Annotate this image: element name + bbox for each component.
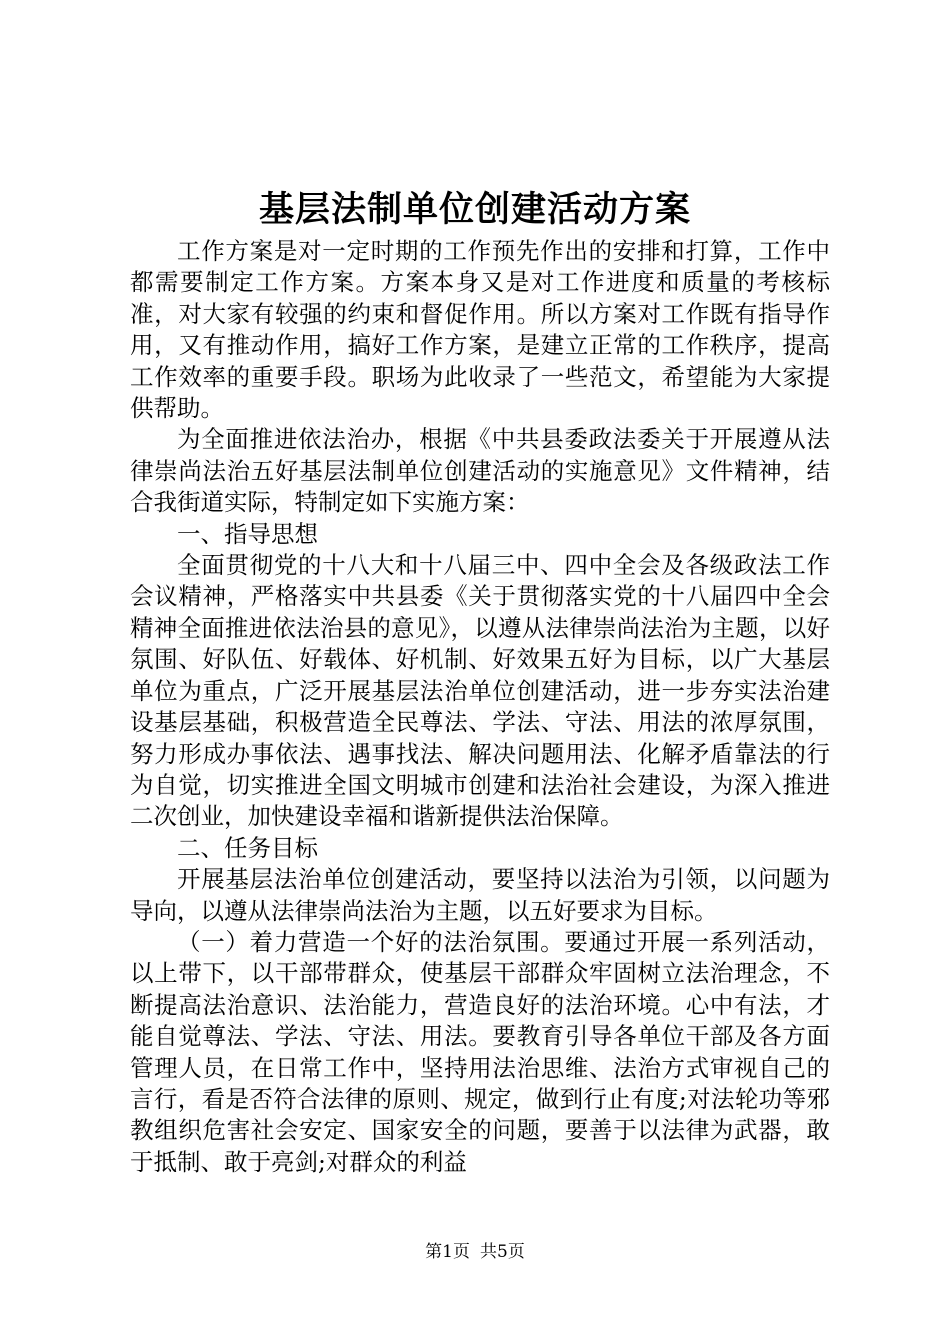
section-heading-guiding-ideology: 一、指导思想 [177, 519, 318, 548]
intro-paragraph: 工作方案是对一定时期的工作预先作出的安排和打算，工作中都需要制定工作方案。方案本身又是对工作进度和质量的考核标准，对大家有较强的约束和督促作用。所以方案对工作既有指导作用，又有推动作用，搞好工作方案，是建立正常的工作秩序，提高工作效率的重要手段。职场为此收录了一些范文，希望能为大家提供帮助。 [130, 237, 830, 423]
guiding-ideology-paragraph: 全面贯彻党的十八大和十八届三中、四中全会及各级政法工作会议精神，严格落实中共县委《关于贯彻落实党的十八届四中全会精神全面推进依法治县的意见》，以遵从法律崇尚法治为主题，以好氛围、好队伍、好载体、好机制、好效果五好为目标，以广大基层单位为重点，广泛开展基层法治单位创建活动，进一步夯实法治建设基层基础，积极营造全民尊法、学法、守法、用法的浓厚氛围，努力形成办事依法、遇事找法、解决问题用法、化解矛盾靠法的行为自觉，切实推进全国文明城市创建和法治社会建设，为深入推进二次创业，加快建设幸福和谐新提供法治保障。 [130, 551, 830, 831]
total-pages: 共5页 [480, 1242, 525, 1262]
section-heading-task-goals: 二、任务目标 [177, 833, 318, 862]
page-footer [0, 1240, 950, 1264]
document-body [130, 236, 830, 1178]
basis-paragraph: 为全面推进依法治办，根据《中共县委政法委关于开展遵从法律崇尚法治五好基层法制单位创建活动的实施意见》文件精神，结合我街道实际，特制定如下实施方案： [130, 425, 830, 517]
task-goals-paragraph: 开展基层法治单位创建活动，要坚持以法治为引领，以问题为导向，以遵从法律崇尚法治为主题，以五好要求为目标。 [130, 865, 830, 925]
page-number: 第1页 [425, 1242, 470, 1262]
document-title: 基层法制单位创建活动方案 [258, 189, 691, 230]
subsection-atmosphere-paragraph: （一）着力营造一个好的法治氛围。要通过开展一系列活动，以上带下，以干部带群众，使基层干部群众牢固树立法治理念，不断提高法治意识、法治能力，营造良好的法治环境。心中有法，才能自觉尊法、学法、守法、用法。要教育引导各单位干部及各方面管理人员，在日常工作中，坚持用法治思维、法治方式审视自己的言行，看是否符合法律的原则、规定，做到行止有度;对法轮功等邪教组织危害社会安定、国家安全的问题，要善于以法律为武器，敢于抵制、敢于亮剑;对群众的利益 [130, 927, 830, 1176]
